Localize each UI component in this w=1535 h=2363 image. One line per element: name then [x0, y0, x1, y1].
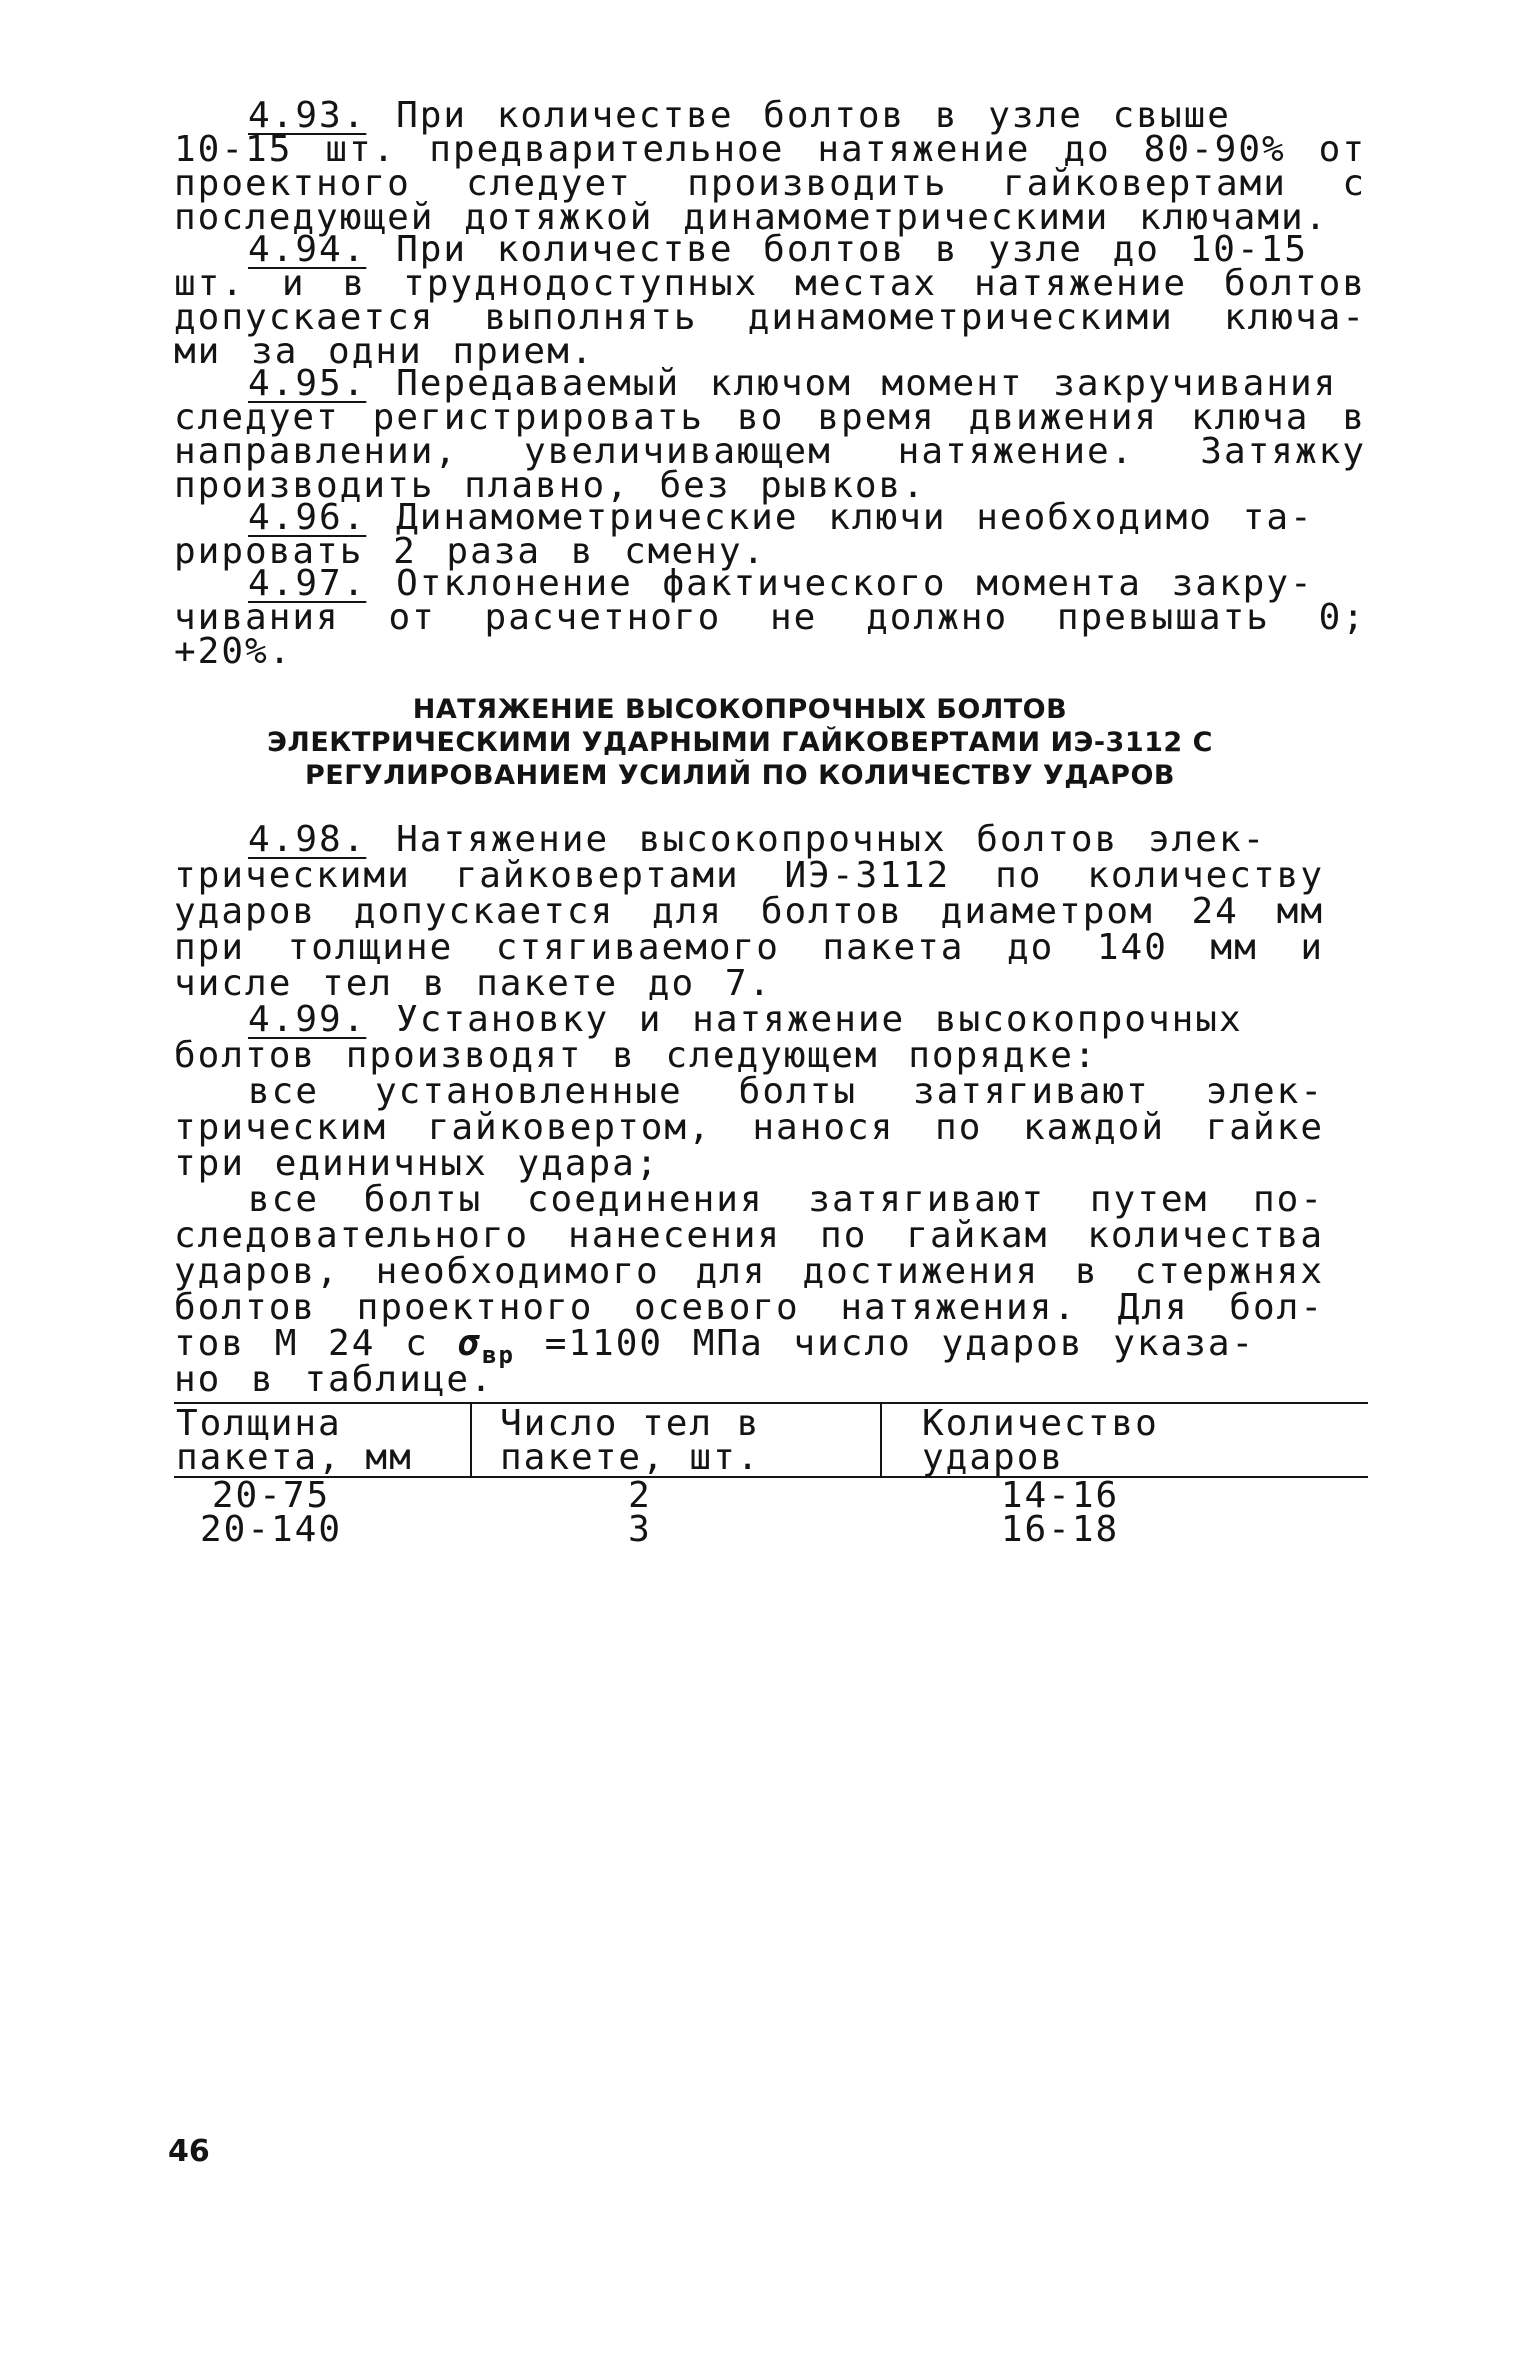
paragraph-4-95-line-3: направлении, увеличивающем натяжение. Затяжку [174, 431, 1366, 472]
table-top-rule [174, 1402, 1368, 1404]
section-heading-line-1: НАТЯЖЕНИЕ ВЫСОКОПРОЧНЫХ БОЛТОВ [412, 694, 1068, 725]
paragraph-4-95-line-1: 4.95. Передаваемый ключом момент закручивания [248, 363, 1338, 404]
paragraph-4-98-line-3: ударов допускается для болтов диаметром 24 мм [174, 891, 1324, 932]
section-number-4-98: 4.98. [248, 819, 367, 860]
paragraph-4-98-line-4: при толщине стягиваемого пакета до 140 мм и [174, 927, 1324, 968]
section-number-4-94: 4.94. [248, 229, 367, 270]
paragraph-4-95-line-4: производить плавно, без рывков. [174, 465, 926, 506]
page-number: 46 [168, 2134, 210, 2169]
table-row-1-thickness: 20-75 [211, 1475, 331, 1516]
sigma-subscript: вр [482, 1341, 516, 1369]
table-row-2-plates: 3 [628, 1509, 652, 1550]
paragraph-4-95-line-2: следует регистрировать во время движения ключа в [174, 397, 1366, 438]
section-number-4-93: 4.93. [248, 95, 367, 136]
paragraph-4-94-line-2: шт. и в труднодоступных местах натяжение болтов [174, 263, 1366, 304]
paragraph-4-99-line-2: болтов производят в следующем порядке: [174, 1035, 1098, 1076]
paragraph-4-97-line-2: чивания от расчетного не должно превышать 0; [174, 597, 1366, 638]
table-row-1-strikes: 14-16 [1000, 1475, 1120, 1516]
paragraph-4-94-line-1: 4.94. При количестве болтов в узле до 10-15 [248, 229, 1308, 270]
sigma-symbol: σ [458, 1323, 483, 1364]
paragraph-4-99-line-3: все установленные болты затягивают элек- [248, 1071, 1324, 1112]
table-row-1-plates: 2 [628, 1475, 652, 1516]
table-divider-2 [880, 1404, 882, 1476]
table-row-2-strikes: 16-18 [1000, 1509, 1120, 1550]
table-row-2-thickness: 20-140 [199, 1509, 343, 1550]
paragraph-4-97-line-3: +20%. [174, 631, 293, 672]
table-header-plates-line-1: Число тел в [500, 1403, 761, 1444]
section-heading-line-2: ЭЛЕКТРИЧЕСКИМИ УДАРНЫМИ ГАЙКОВЕРТАМИ ИЭ-3112 С [267, 727, 1213, 758]
table-header-strikes-line-1: Количество [922, 1403, 1159, 1444]
paragraph-4-93-line-2: 10-15 шт. предварительное натяжение до 80-90% от [174, 129, 1366, 170]
paragraph-4-98-line-1: 4.98. Натяжение высокопрочных болтов элек- [248, 819, 1267, 860]
paragraph-4-98-line-5: числе тел в пакете до 7. [174, 963, 773, 1004]
paragraph-4-93-line-1: 4.93. При количестве болтов в узле свыше [248, 95, 1231, 136]
section-number-4-95: 4.95. [248, 363, 367, 404]
table-header-plates-line-2: пакете, шт. [500, 1437, 761, 1478]
table-header-strikes-line-2: ударов [922, 1437, 1065, 1478]
table-header-thickness-line-2: пакета, мм [176, 1437, 413, 1478]
paragraph-4-99-line-10: тов М 24 с $\sigma_{вр} =1100$ МПа число ударов указа- [174, 1323, 1256, 1369]
paragraph-4-98-line-2: трическими гайковертами ИЭ-3112 по количеству [174, 855, 1324, 896]
paragraph-4-99-line-1: 4.99. Установку и натяжение высокопрочных [248, 999, 1243, 1040]
section-number-4-97: 4.97. [248, 563, 367, 604]
paragraph-4-99-line-7: следовательного нанесения по гайкам количества [174, 1215, 1324, 1256]
table-divider-1 [470, 1404, 472, 1476]
paragraph-4-99-line-8: ударов, необходимого для достижения в стержнях [174, 1251, 1324, 1292]
paragraph-4-94-line-4: ми за одни прием. [174, 331, 595, 372]
paragraph-4-94-line-3: допускается выполнять динамометрическими ключа- [174, 297, 1366, 338]
paragraph-4-99-line-5: три единичных удара; [174, 1143, 660, 1184]
section-number-4-99: 4.99. [248, 999, 367, 1040]
paragraph-4-99-line-9: болтов проектного осевого натяжения. Для бол- [174, 1287, 1324, 1328]
paragraph-4-99-line-6: все болты соединения затягивают путем по- [248, 1179, 1324, 1220]
paragraph-4-93-line-3: проектного следует производить гайковертами с [174, 163, 1366, 204]
section-number-4-96: 4.96. [248, 497, 367, 538]
paragraph-4-93-line-4: последующей дотяжкой динамометрическими ключами. [174, 197, 1329, 238]
paragraph-4-97-line-1: 4.97. Отклонение фактического момента закру- [248, 563, 1314, 604]
table-header-thickness-line-1: Толщина [176, 1403, 342, 1444]
paragraph-4-99-line-11: но в таблице. [174, 1359, 494, 1400]
paragraph-4-96-line-1: 4.96. Динамометрические ключи необходимо та- [248, 497, 1314, 538]
paragraph-4-96-line-2: рировать 2 раза в смену. [174, 531, 767, 572]
section-heading-line-3: РЕГУЛИРОВАНИЕМ УСИЛИЙ ПО КОЛИЧЕСТВУ УДАРОВ [304, 760, 1175, 791]
paragraph-4-99-line-4: трическим гайковертом, нанося по каждой гайке [174, 1107, 1324, 1148]
